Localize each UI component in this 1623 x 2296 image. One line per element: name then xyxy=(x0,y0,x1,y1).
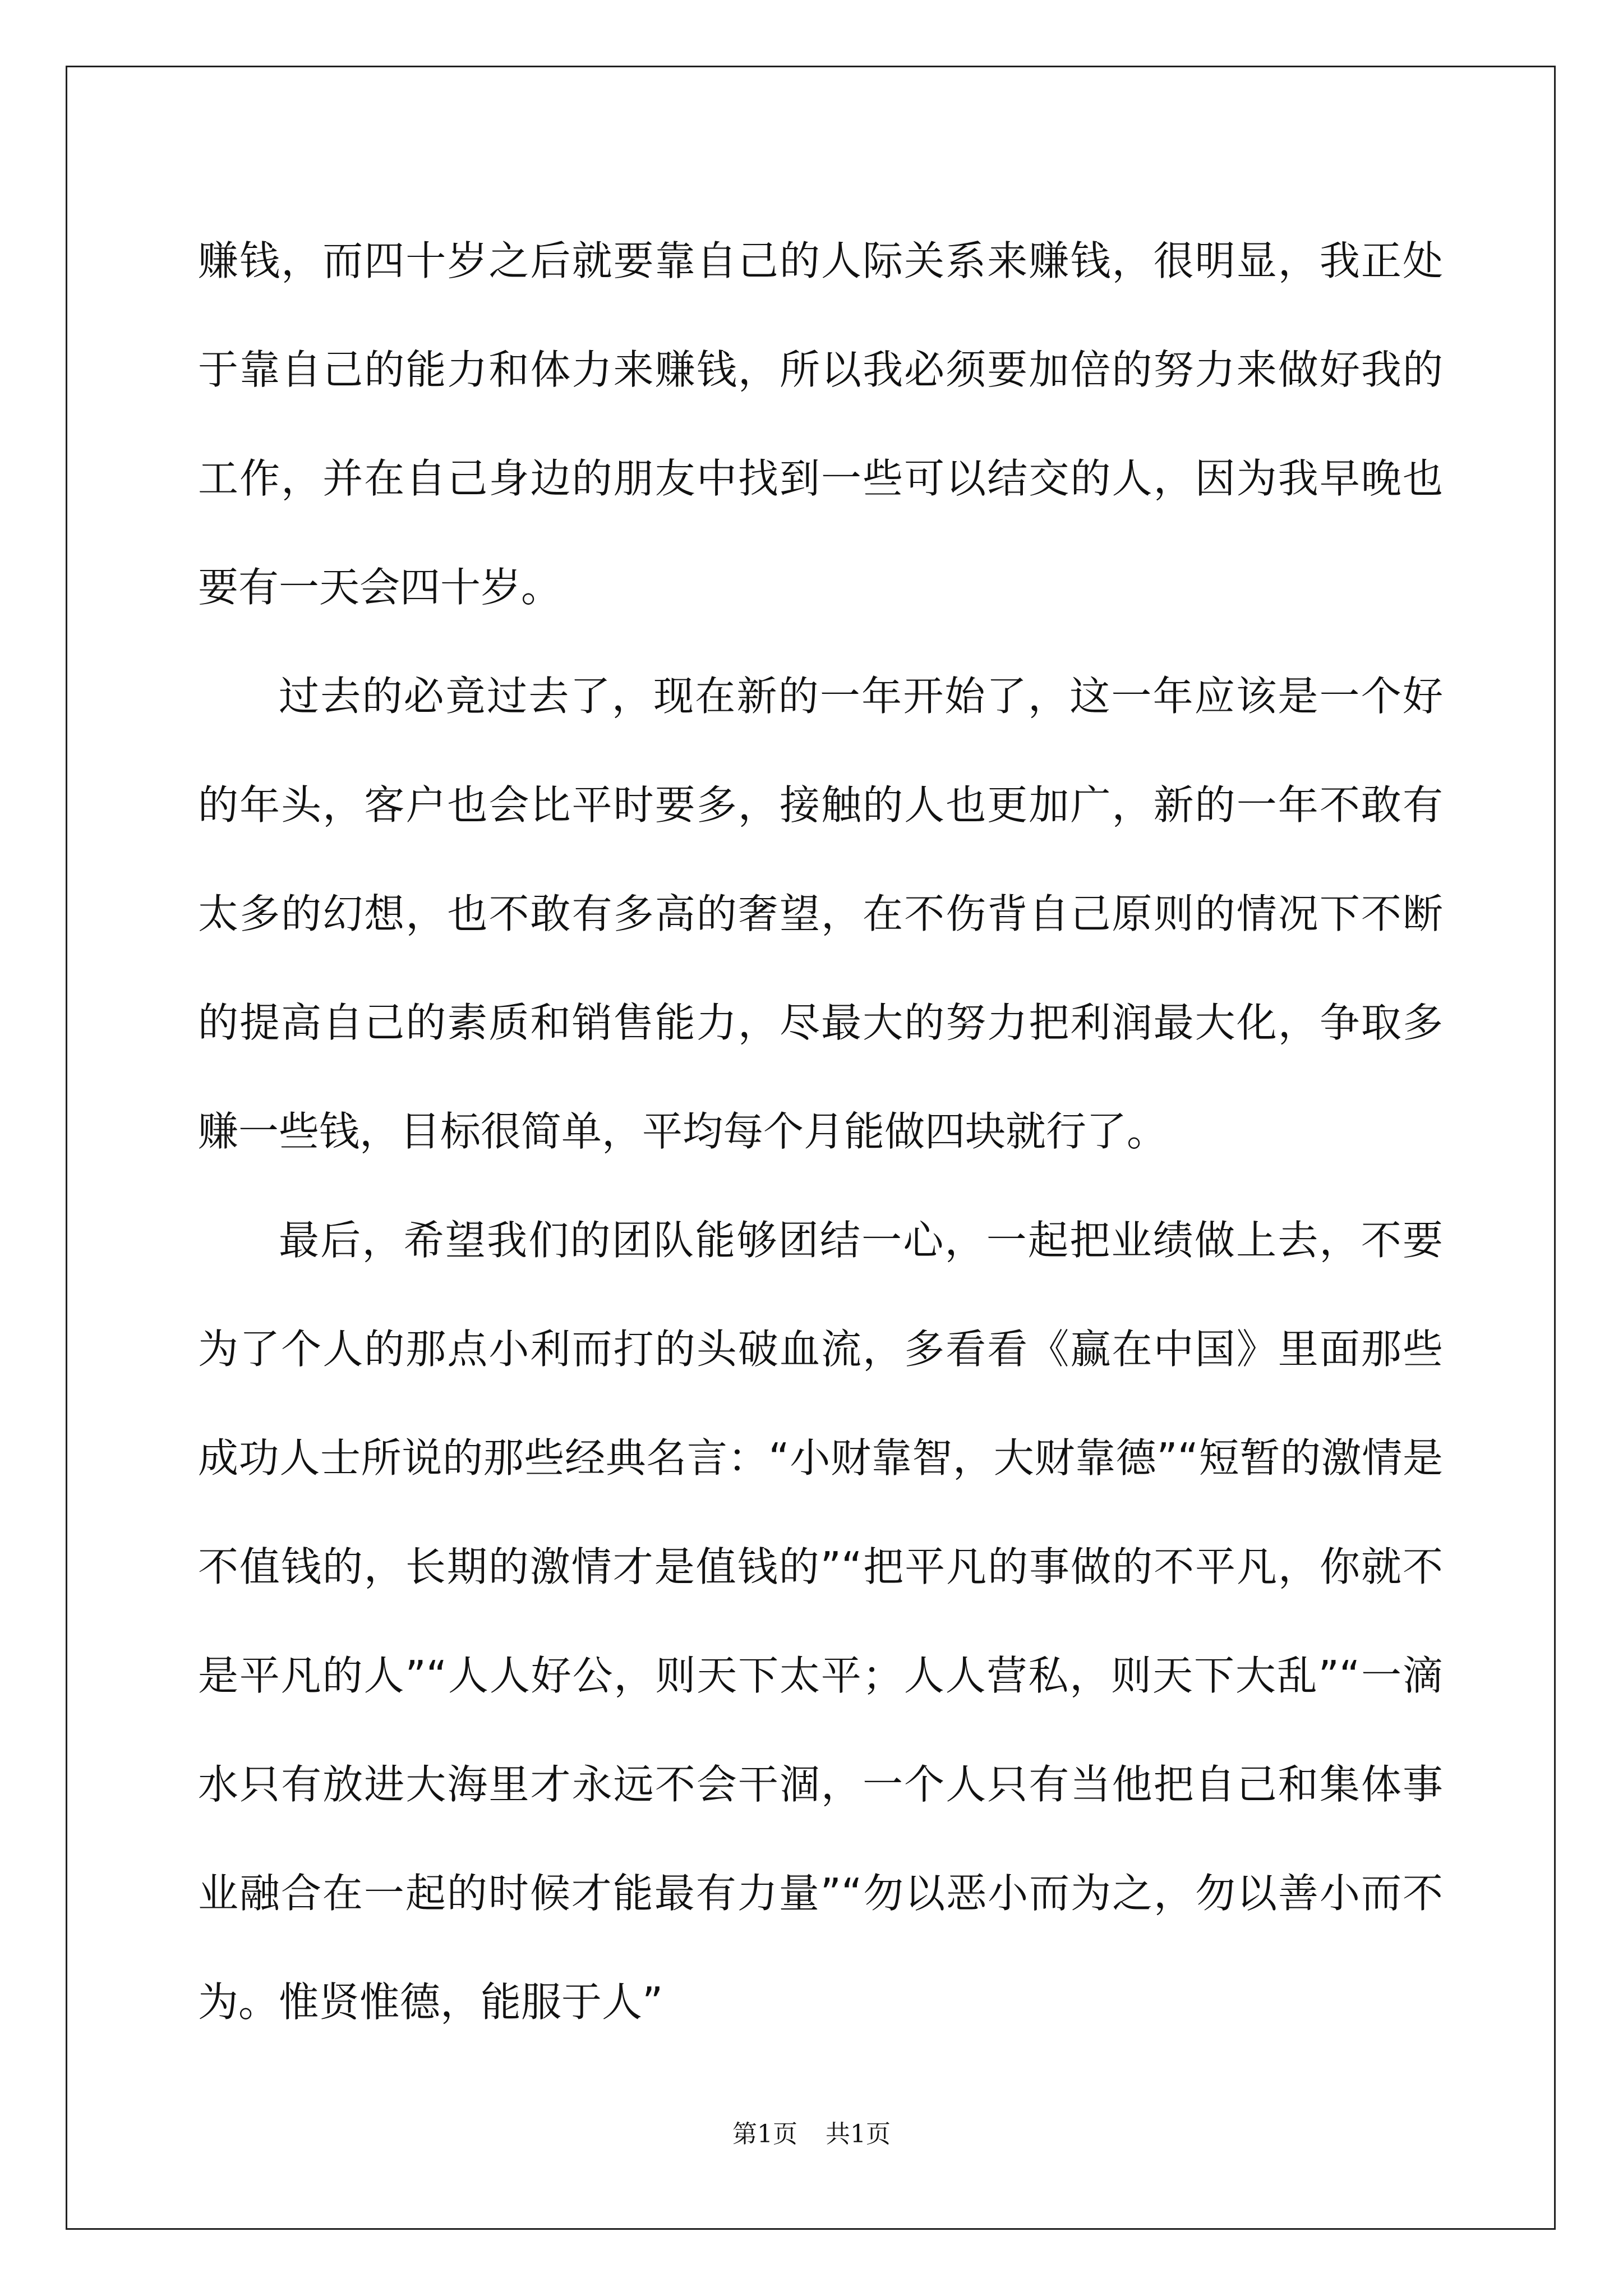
page-total: 共1页 xyxy=(826,2120,891,2148)
paragraph-2: 过去的必竟过去了，现在新的一年开始了，这一年应该是一个好的年头，客户也会比平时要多，接触的人也更加广，新的一年不敢有太多的幻想，也不敢有多高的奢望，在不伤背自己原则的情况下不断的提高自己的素质和销售能力，尽最大的努力把利润最大化，争取多赚一些钱，目标很简单，平均每个月能做四块就行了。 xyxy=(198,673,1443,1155)
paragraph-3: 最后，希望我们的团队能够团结一心，一起把业绩做上去，不要为了个人的那点小利而打的头破血流，多看看《赢在中国》里面那些成功人士所说的那些经典名言：“小财靠智，大财靠德”“短暂的激情是不值钱的，长期的激情才是值钱的”“把平凡的事做的不平凡，你就不是平凡的人”“人人好公，则天下太平；人人营私，则天下大乱”“一滴水只有放进大海里才永远不会干涸，一个人只有当他把自己和集体事业融合在一起的时候才能最有力量”“勿以恶小而为之，勿以善小而不为。惟贤惟德，能服于人” xyxy=(198,1217,1443,2026)
page-footer xyxy=(0,2114,1623,2150)
paragraph-1: 赚钱，而四十岁之后就要靠自己的人际关系来赚钱，很明显，我正处于靠自己的能力和体力来赚钱，所以我必须要加倍的努力来做好我的工作，并在自己身边的朋友中找到一些可以结交的人，因为我早晚也要有一天会四十岁。 xyxy=(198,237,1443,611)
document-body xyxy=(198,206,1443,2056)
page-number: 第1页 xyxy=(732,2120,797,2148)
